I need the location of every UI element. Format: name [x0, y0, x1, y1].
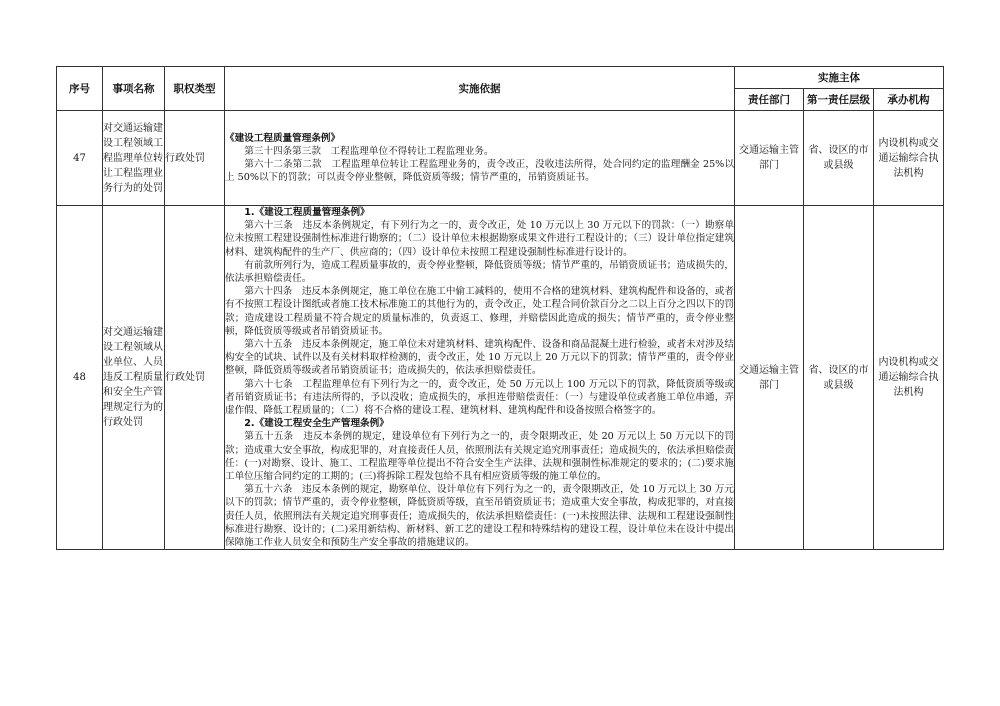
row-basis [225, 206, 735, 550]
row-first-level: 省、设区的市或县级 [804, 111, 874, 206]
table-row [57, 206, 944, 550]
header-item-name: 事项名称 [103, 67, 165, 111]
table-row [57, 111, 944, 206]
row-resp-dept: 交通运输主管部门 [735, 111, 804, 206]
header-seq: 序号 [57, 67, 103, 111]
law-paragraph: 第六十二条第二款 工程监理单位转让工程监理业务的，责令改正，没收违法所得，处合同约定的监理酬金 25%以上 50%以下的罚款；可以责令停业整顿，降低资质等级；情节严重的，吊销资质证书。 [225, 159, 734, 184]
row-power-type: 行政处罚 [165, 206, 225, 550]
header-handling-org: 承办机构 [874, 89, 944, 111]
enforcement-table [56, 66, 944, 550]
header-subject: 实施主体 [735, 67, 944, 89]
row-handling-org: 内设机构或交通运输综合执法机构 [874, 206, 944, 550]
law-title: 1.《建设工程质量管理条例》 [244, 207, 370, 218]
header-resp-dept: 责任部门 [735, 89, 804, 111]
header-power-type: 职权类型 [165, 67, 225, 111]
law-paragraph: 第三十四条第三款 工程监理单位不得转让工程监理业务。 [244, 145, 494, 157]
row-basis [225, 111, 735, 206]
row-handling-org: 内设机构或交通运输综合执法机构 [874, 111, 944, 206]
law-paragraph: 第五十五条 违反本条例的规定，建设单位有下列行为之一的，责令限期改正，处 20 万元以上 50 万元以下的罚款；造成重大安全事故，构成犯罪的，对直接责任人员，依照刑法有关规定追究刑事责任；造成损失的，依法承担赔偿责任：(一)对勘察、设计、施工、工程监理等单位提出不符合安全生产法律、法规和强制性标准规定的要求的；(二)要求施工单位压缩合同约定的工期的；(三)将拆除工程发包给不具有相应资质等级的施工单位的。 [225, 431, 734, 483]
row-item-name: 对交通运输建设工程领域工程监理单位转让工程监理业务行为的处罚 [103, 111, 165, 206]
law-paragraph: 第六十三条 违反本条例规定，有下列行为之一的，责令改正，处 10 万元以上 30 万元以下的罚款：（一）勘察单位未按照工程建设强制性标准进行勘察的；（二）设计单位未根据勘察成果文件进行工程设计的；（三）设计单位指定建筑材料、建筑构配件的生产厂、供应商的；（四）设计单位未按照工程建设强制性标准进行设计的。 [225, 220, 734, 258]
law-paragraph: 第六十四条 违反本条例规定，施工单位在施工中偷工减料的，使用不合格的建筑材料、建筑构配件和设备的，或者有不按照工程设计图纸或者施工技术标准施工的其他行为的，责令改正，处工程合同价款百分之二以上百分之四以下的罚款；造成建设工程质量不符合规定的质量标准的，负责返工、修理，并赔偿因此造成的损失；情节严重的，责令停业整顿，降低资质等级或者吊销资质证书。 [225, 286, 734, 337]
row-resp-dept: 交通运输主管部门 [735, 206, 804, 550]
row-seq: 47 [57, 111, 103, 206]
law-paragraph: 第五十六条 违反本条例的规定，勘察单位、设计单位有下列行为之一的，责令限期改正，处 10 万元以上 30 万元以下的罚款；情节严重的，责令停业整顿，降低资质等级，直至吊销资质证书；造成重大安全事故，构成犯罪的，对直接责任人员，依照刑法有关规定追究刑事责任；造成损失的，依法承担赔偿责任：(一)未按照法律、法规和工程建设强制性标准进行勘察、设计的；(二)采用新结构、新材料、新工艺的建设工程和特殊结构的建设工程，设计单位未在设计中提出保障施工作业人员安全和预防生产安全事故的措施建议的。 [225, 484, 734, 549]
row-seq: 48 [57, 206, 103, 550]
law-title: 2.《建设工程安全生产管理条例》 [244, 418, 389, 430]
row-first-level: 省、设区的市或县级 [804, 206, 874, 550]
header-first-level: 第一责任层级 [804, 89, 874, 111]
law-paragraph: 有前款所列行为，造成工程质量事故的，责令停业整顿，降低资质等级；情节严重的，吊销资质证书；造成损失的，依法承担赔偿责任。 [225, 259, 734, 285]
law-paragraph: 第六十五条 违反本条例规定，施工单位未对建筑材料、建筑构配件、设备和商品混凝土进行检验，或者未对涉及结构安全的试块、试件以及有关材料取样检测的，责令改正，处 10 万元以上 20 万元以下的罚款；情节严重的，责令停业整顿，降低资质等级或者吊销资质证书；造成损失的，依法承担赔偿责任。 [225, 339, 734, 377]
row-item-name: 对交通运输建设工程领域从业单位、人员违反工程质量和安全生产管理规定行为的行政处罚 [103, 206, 165, 550]
header-basis: 实施依据 [225, 67, 735, 111]
law-paragraph: 第六十七条 工程监理单位有下列行为之一的，责令改正，处 50 万元以上 100 万元以下的罚款，降低资质等级或者吊销资质证书；有违法所得的，予以没收；造成损失的，承担连带赔偿责任：（一）与建设单位或者施工单位串通，弄虚作假、降低工程质量的；（二）将不合格的建设工程、建筑材料、建筑构配件和设备按照合格签字的。 [225, 378, 734, 417]
law-title: 《建设工程质量管理条例》 [225, 132, 341, 144]
row-power-type: 行政处罚 [165, 111, 225, 206]
